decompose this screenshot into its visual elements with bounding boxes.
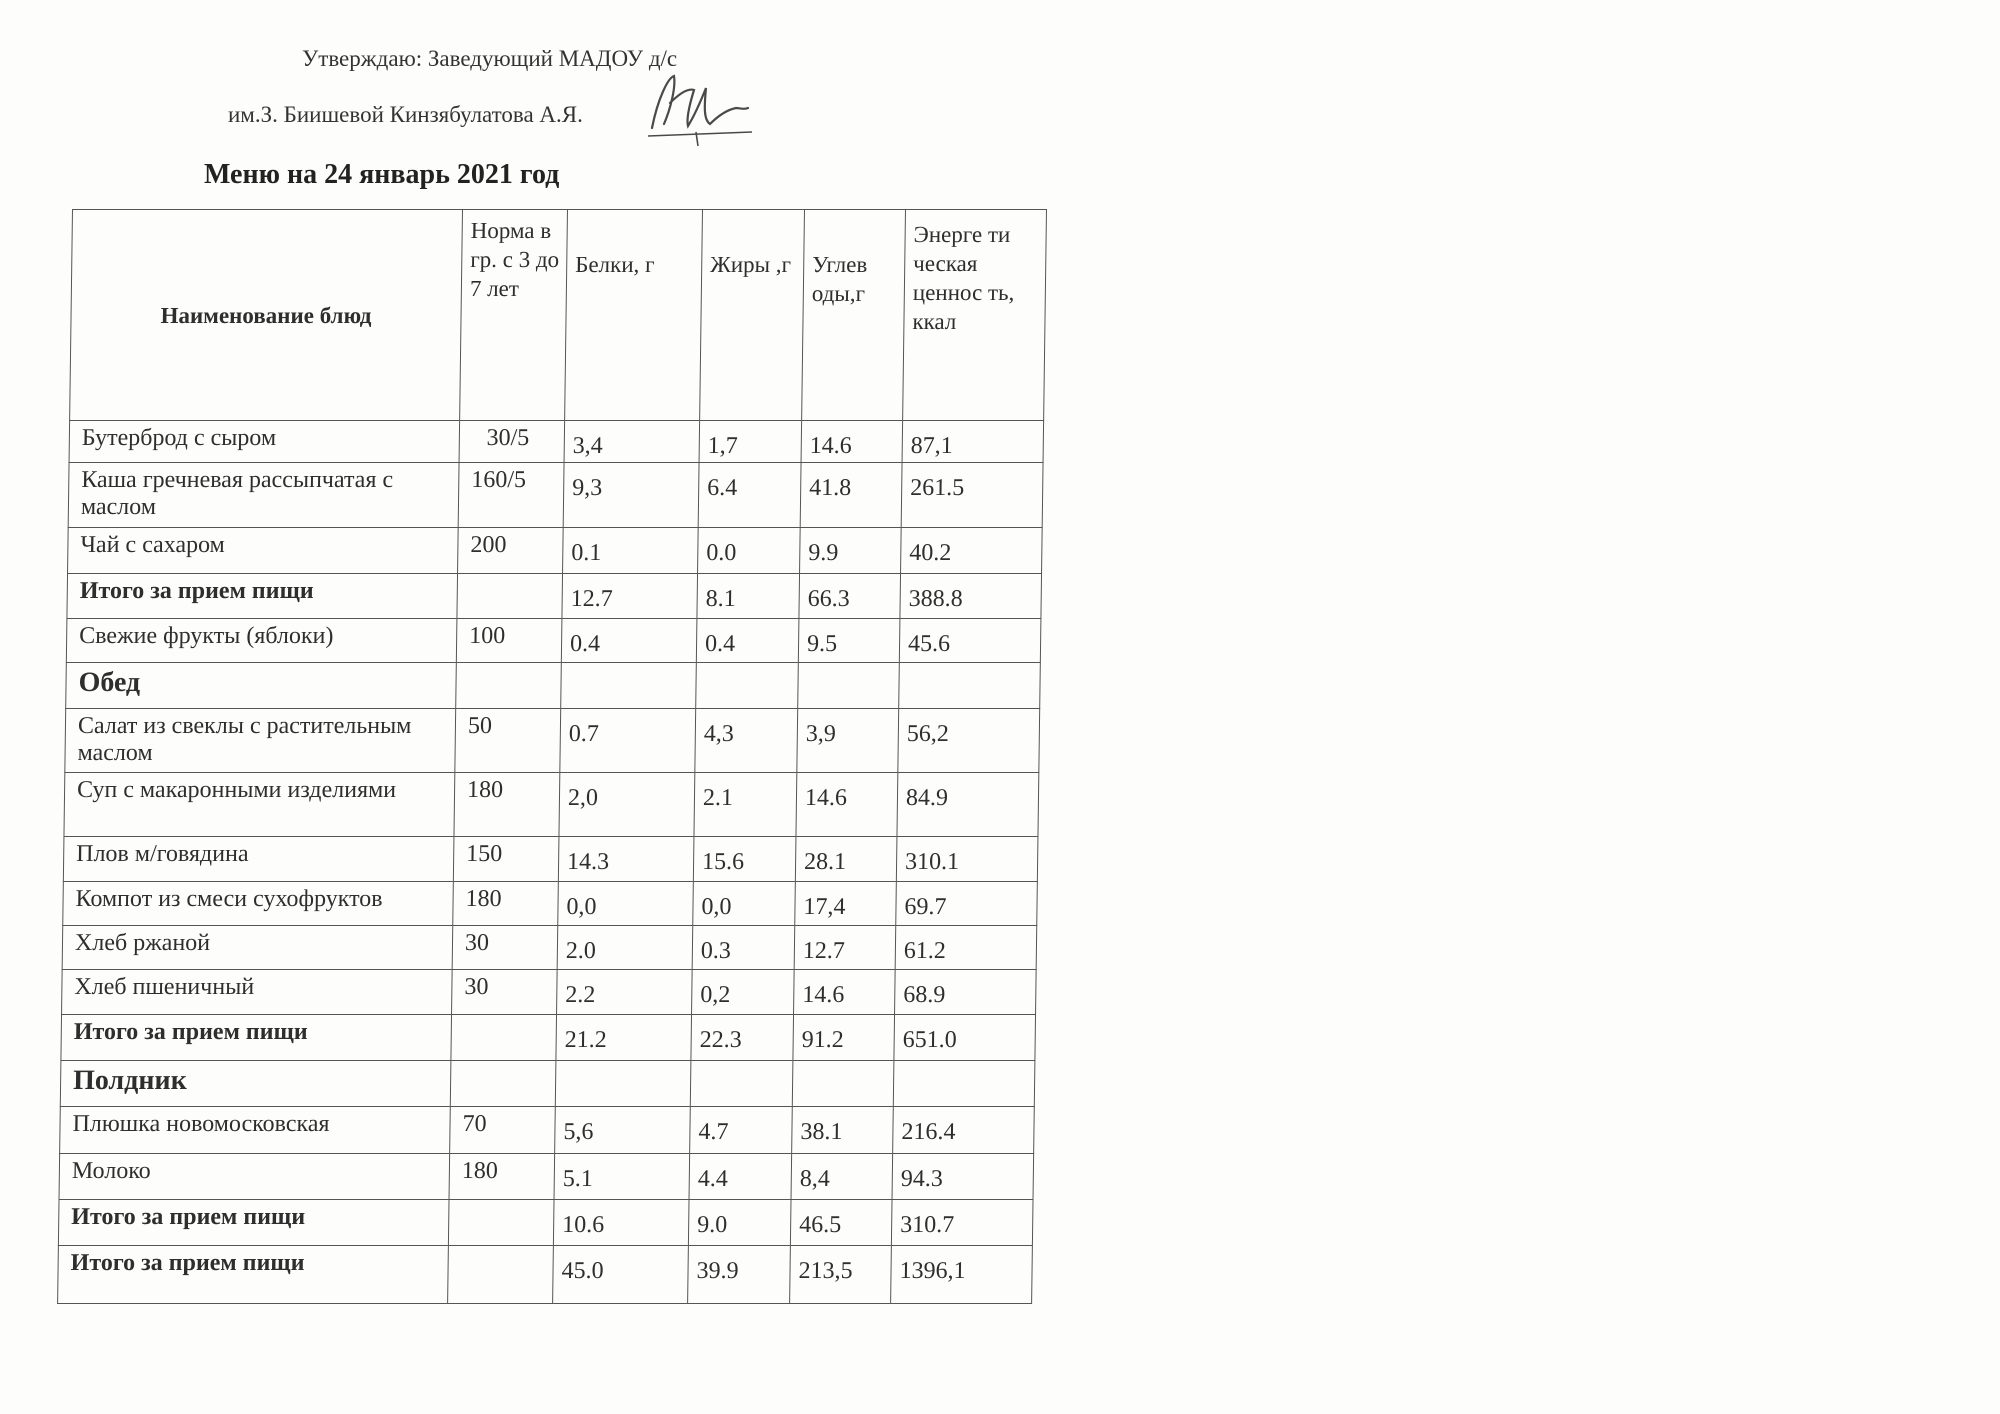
dish-norm: 30	[452, 925, 558, 969]
dish-energy: 1396,1	[890, 1245, 1033, 1304]
dish-carbs: 91.2	[792, 1014, 894, 1060]
dish-protein: 14.3	[558, 836, 694, 881]
dish-fat: 4.7	[689, 1106, 792, 1153]
dish-carbs: 17,4	[794, 881, 896, 925]
dish-protein: 10.6	[553, 1199, 689, 1245]
dish-protein: 2.2	[556, 969, 692, 1014]
dish-fat: 4.4	[689, 1153, 792, 1199]
section-label-lunch: Обед	[65, 662, 456, 708]
dish-norm: 30	[451, 969, 557, 1014]
dish-energy: 69.7	[895, 881, 1038, 925]
table-header-row	[69, 209, 1047, 420]
table-row-subtotal	[66, 573, 1042, 618]
dish-energy: 94.3	[892, 1153, 1035, 1199]
dish-carbs: 9.5	[798, 618, 900, 662]
dish-norm: 150	[453, 836, 559, 881]
table-row-subtotal	[58, 1199, 1034, 1245]
dish-norm	[450, 1060, 556, 1106]
dish-name: Свежие фрукты (яблоки)	[66, 618, 457, 662]
dish-carbs: 213,5	[789, 1245, 891, 1304]
dish-fat: 6.4	[698, 462, 801, 527]
dish-energy: 310.7	[891, 1199, 1034, 1245]
dish-carbs	[792, 1060, 894, 1106]
dish-energy: 310.1	[896, 836, 1039, 881]
dish-norm: 50	[454, 708, 560, 772]
table-row	[59, 1153, 1035, 1199]
dish-carbs: 38.1	[791, 1106, 893, 1153]
dish-norm: 30/5	[459, 420, 565, 462]
dish-protein: 5,6	[554, 1106, 690, 1153]
table-row	[66, 618, 1042, 662]
dish-protein: 0.4	[561, 618, 697, 662]
dish-fat: 0.0	[697, 527, 800, 573]
dish-fat: 22.3	[690, 1014, 793, 1060]
dish-protein	[555, 1060, 691, 1106]
header-protein: Белки, г	[564, 209, 702, 420]
table-row	[59, 1106, 1035, 1153]
dish-name: Молоко	[59, 1153, 450, 1199]
table-section-row	[60, 1060, 1036, 1106]
dish-norm: 100	[456, 618, 562, 662]
dish-protein: 0.7	[559, 708, 695, 772]
dish-name: Хлеб пшеничный	[61, 969, 452, 1014]
subtotal-label: Итого за прием пищи	[58, 1199, 449, 1245]
menu-title: Меню на 24 январь 2021 год	[204, 159, 560, 190]
dish-carbs: 46.5	[790, 1199, 892, 1245]
dish-norm	[455, 662, 561, 708]
dish-energy: 261.5	[901, 462, 1044, 527]
dish-name: Чай с сахаром	[67, 527, 458, 573]
dish-name: Плюшка новомосковская	[59, 1106, 450, 1153]
dish-carbs: 9.9	[799, 527, 901, 573]
dish-name: Каша гречневая рассыпчатая с маслом	[68, 462, 459, 527]
dish-carbs: 41.8	[800, 462, 902, 527]
dish-name: Суп с макаронными изделиями	[63, 772, 454, 836]
dish-norm	[456, 573, 562, 618]
dish-carbs: 3,9	[796, 708, 898, 772]
dish-norm: 200	[457, 527, 563, 573]
dish-energy: 40.2	[900, 527, 1043, 573]
header-energy: Энерге ти ческая ценнос ть, ккал	[902, 209, 1047, 420]
dish-carbs: 14.6	[795, 772, 897, 836]
table-row	[69, 420, 1045, 462]
dish-protein: 45.0	[552, 1245, 688, 1304]
approval-line-1: Утверждаю: Заведующий МАДОУ д/с	[302, 46, 678, 71]
subtotal-label: Итого за прием пищи	[60, 1014, 451, 1060]
dish-fat: 15.6	[693, 836, 796, 881]
dish-protein: 2.0	[557, 925, 693, 969]
menu-table	[57, 209, 1047, 1306]
dish-norm	[447, 1245, 553, 1304]
dish-energy: 61.2	[895, 925, 1038, 969]
dish-norm: 160/5	[458, 462, 564, 527]
dish-carbs: 14.6	[793, 969, 895, 1014]
subtotal-label: Итого за прием пищи	[66, 573, 457, 618]
dish-protein: 2,0	[558, 772, 694, 836]
total-label: Итого за прием пищи	[57, 1245, 448, 1304]
dish-fat: 0,0	[692, 881, 795, 925]
header-fat: Жиры ,г	[699, 209, 804, 420]
dish-carbs: 66.3	[798, 573, 900, 618]
table-row	[63, 836, 1039, 881]
signature-mark	[640, 58, 760, 148]
dish-carbs: 12.7	[794, 925, 896, 969]
dish-protein: 5.1	[554, 1153, 690, 1199]
dish-name: Салат из свеклы с растительным маслом	[64, 708, 455, 772]
dish-norm: 180	[452, 881, 558, 925]
table-row	[62, 881, 1038, 925]
dish-protein: 12.7	[561, 573, 697, 618]
header-norm: Норма в гр. с 3 до 7 лет	[459, 209, 567, 420]
dish-fat	[690, 1060, 793, 1106]
dish-fat: 2.1	[693, 772, 796, 836]
dish-energy: 87,1	[902, 420, 1045, 462]
dish-carbs: 8,4	[791, 1153, 893, 1199]
dish-name: Компот из смеси сухофруктов	[62, 881, 453, 925]
dish-energy: 84.9	[896, 772, 1039, 836]
dish-norm	[450, 1014, 556, 1060]
dish-fat: 0.4	[696, 618, 799, 662]
dish-fat: 9.0	[688, 1199, 791, 1245]
section-label-snack: Полдник	[60, 1060, 451, 1106]
dish-protein: 3,4	[564, 420, 700, 462]
dish-energy: 388.8	[899, 573, 1042, 618]
dish-energy: 68.9	[894, 969, 1037, 1014]
dish-carbs: 28.1	[795, 836, 897, 881]
header-carbs: Углев оды,г	[801, 209, 905, 420]
table-row	[64, 708, 1040, 772]
table-section-row	[65, 662, 1041, 708]
dish-fat: 39.9	[687, 1245, 790, 1304]
table-row	[62, 925, 1038, 969]
dish-protein: 0,0	[557, 881, 693, 925]
dish-norm: 70	[449, 1106, 555, 1153]
dish-energy: 216.4	[892, 1106, 1035, 1153]
dish-carbs: 14.6	[801, 420, 903, 462]
dish-energy	[898, 662, 1041, 708]
dish-carbs	[797, 662, 899, 708]
approval-line-2: им.З. Биишевой Кинзябулатова А.Я.	[228, 102, 583, 127]
dish-name: Плов м/говядина	[63, 836, 454, 881]
dish-name: Бутерброд с сыром	[69, 420, 460, 462]
dish-fat: 0,2	[691, 969, 794, 1014]
dish-energy: 45.6	[899, 618, 1042, 662]
table-row	[67, 527, 1043, 573]
dish-norm	[448, 1199, 554, 1245]
dish-energy: 651.0	[893, 1014, 1036, 1060]
dish-norm: 180	[449, 1153, 555, 1199]
dish-fat: 0.3	[692, 925, 795, 969]
table-row	[63, 772, 1039, 836]
table-row-subtotal	[60, 1014, 1036, 1060]
table-row	[68, 462, 1044, 527]
dish-energy	[893, 1060, 1036, 1106]
dish-protein: 21.2	[555, 1014, 691, 1060]
dish-fat: 4,3	[694, 708, 797, 772]
dish-fat: 8.1	[696, 573, 799, 618]
dish-protein: 0.1	[562, 527, 698, 573]
dish-protein	[560, 662, 696, 708]
table-row	[61, 969, 1037, 1014]
header-dish-name: Наименование блюд	[69, 209, 462, 420]
table-row-total	[57, 1245, 1033, 1304]
dish-fat: 1,7	[699, 420, 802, 462]
dish-norm: 180	[453, 772, 559, 836]
dish-protein: 9,3	[563, 462, 699, 527]
dish-name: Хлеб ржаной	[62, 925, 453, 969]
dish-fat	[695, 662, 798, 708]
dish-energy: 56,2	[897, 708, 1040, 772]
